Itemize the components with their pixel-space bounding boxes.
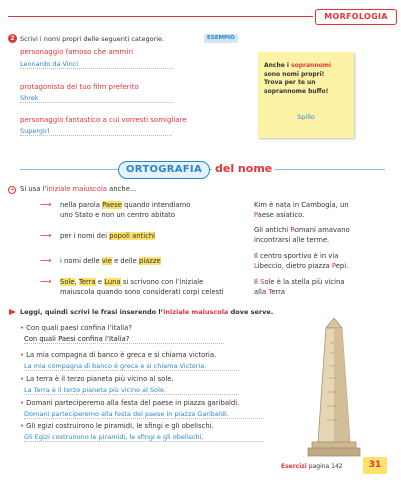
sentence-answer-4[interactable]: Domani parteciperemo alla festa del paese in piazza Garibaldi.: [24, 410, 264, 419]
prompt-1: personaggio famoso che ammiri: [20, 48, 134, 56]
note-text: Anche i soprannomi sono nomi propri! Trova per te un soprannome buffo!: [264, 62, 332, 95]
sentence-2: • La mia compagna di banco è greca e si chiama victoria.: [20, 351, 217, 359]
sentence-answer-3[interactable]: La Terra è il terzo pianeta più vicino al Sole.: [24, 386, 239, 395]
exercise-number: 2: [8, 34, 17, 43]
example-3: Il centro sportivo è in via Libeccio, dietro piazza Pepi.: [254, 252, 349, 270]
answer-3[interactable]: Supergirl: [20, 127, 172, 136]
sentence-4: • Domani parteciperemo alla festa del paese in piazza garibaldi.: [20, 399, 240, 407]
ortografia-subtitle: del nome: [212, 162, 275, 175]
example-1: Kim è nata in Cambogia, un Paese asiatico.: [254, 201, 349, 219]
example-tag: ESEMPIO: [204, 34, 238, 43]
ortografia-title: ORTOGRAFIA: [118, 161, 210, 179]
prompt-2: protagonista del tuo film preferito: [20, 83, 139, 91]
rule-1: nella parola Paese quando intendiamo uno Stato e non un centro abitato: [60, 201, 191, 219]
exercise3-instruction: Leggi, quindi scrivi le frasi inserendo l’iniziale maiuscola dove serve.: [20, 308, 274, 316]
sentence-answer-5[interactable]: Gli Egizi costruirono le piramidi, le sfingi e gli obelischi.: [24, 433, 264, 442]
rule-4: Sole, Terra e Luna si scrivono con l’iniziale maiuscola quando sono considerati corpi celesti: [60, 278, 224, 296]
answer-1[interactable]: Leonardo da Vinci: [20, 60, 172, 69]
note-answer[interactable]: Spillo: [297, 113, 315, 121]
arrow-icon: ⟶: [40, 200, 52, 209]
prompt-3: personaggio fantastico a cui vorresti somigliare: [20, 116, 187, 124]
section-tag: MORFOLOGIA: [315, 9, 397, 25]
page-number: 31: [363, 457, 387, 474]
arrow-icon: ⟶: [40, 231, 52, 240]
exercises-reference: Esercizi pagina 142: [281, 463, 343, 470]
obelisk-illustration: [300, 318, 370, 458]
exercise-instruction: Scrivi i nomi propri delle seguenti categorie.: [20, 35, 165, 43]
arrow-icon: ⟶: [40, 277, 52, 286]
answer-2[interactable]: Shrek: [20, 94, 172, 103]
sentence-3: • La terra è il terzo pianeta più vicino al sole.: [20, 375, 174, 383]
arrow-circle-icon: ➜: [9, 187, 15, 193]
arrow-icon: ⟶: [40, 256, 52, 265]
sticky-note: [258, 52, 354, 138]
rule-2: per i nomi dei popoli antichi: [60, 232, 156, 240]
sentence-5: • Gli egizi costruirono le piramidi, le sfingi e gli obelischi.: [20, 422, 214, 430]
sentence-answer-2[interactable]: La mia compagna di banco è greca e si chiama Victoria.: [24, 362, 239, 371]
header-rule: [8, 16, 313, 17]
flag-icon: [9, 309, 16, 315]
example-2: Gli antichi Romani amavano incontrarsi alle terme.: [254, 226, 350, 244]
example-4: Il Sole è la stella più vicina alla Terra: [254, 278, 345, 296]
rule-3: i nomi delle vie e delle piazze: [60, 257, 161, 265]
sentence-answer-1[interactable]: Con quali Paesi confina l’Italia?: [24, 335, 224, 344]
ortografia-intro: Si usa l’iniziale maiuscola anche...: [20, 185, 137, 193]
sentence-1: • Con quali paesi confina l’italia?: [20, 324, 132, 332]
